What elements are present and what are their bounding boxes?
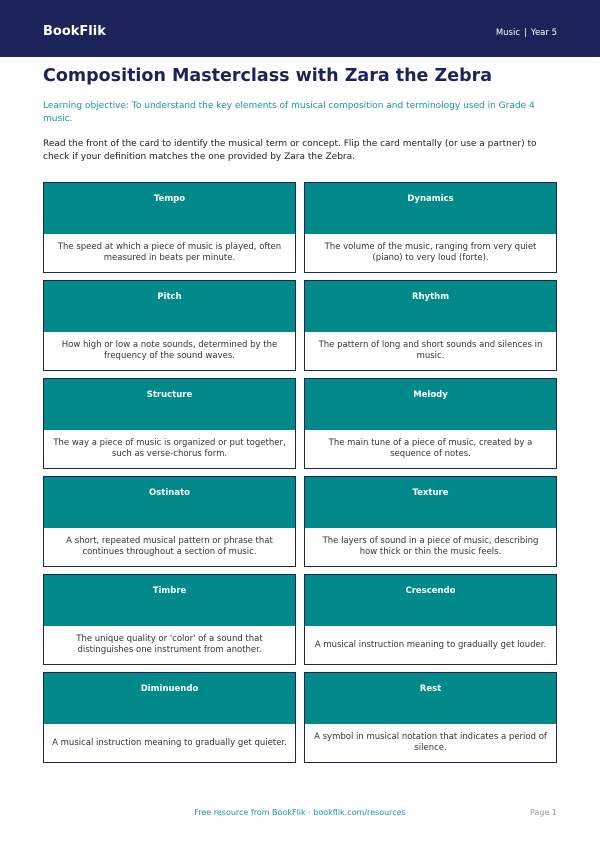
flashcard-definition: The unique quality or 'color' of a sound that distinguishes one instrument from another. (76, 634, 263, 655)
flashcard[interactable] (304, 280, 557, 371)
flashcard-term: Dynamics (305, 183, 556, 234)
flashcard-term: Tempo (44, 183, 295, 234)
top-header-bar (0, 0, 600, 57)
flashcard-definition: The volume of the music, ranging from very quiet (piano) to very loud (forte). (324, 242, 537, 263)
flashcard-term: Melody (305, 379, 556, 430)
page-number: Page 1 (530, 808, 557, 817)
learning-objective: Learning objective: To understand the key elements of musical composition and terminology used in Grade 4 music. (43, 101, 535, 124)
breadcrumb (496, 28, 557, 38)
flashcard-definition: How high or low a note sounds, determined by the frequency of the sound waves. (61, 340, 278, 361)
footer-credit[interactable]: Free resource from BookFlik · bookflik.com/resources (194, 808, 406, 817)
flashcard-definition: A musical instruction meaning to gradually get louder. (314, 639, 547, 650)
flashcard-definition: A symbol in musical notation that indicates a period of silence. (314, 732, 547, 753)
flashcard-definition: The layers of sound in a piece of music, describing how thick or thin the music feels. (322, 536, 539, 557)
flashcard-definition: A short, repeated musical pattern or phrase that continues throughout a section of music. (66, 536, 273, 557)
flashcard-term: Pitch (44, 281, 295, 332)
flashcard[interactable] (304, 672, 557, 763)
breadcrumb-separator: | (524, 28, 527, 38)
flashcard-definition: The speed at which a piece of music is played, often measured in beats per minute. (57, 242, 282, 263)
flashcard-term: Rest (305, 673, 556, 724)
flashcard[interactable] (304, 476, 557, 567)
flashcard-definition: The main tune of a piece of music, created by a sequence of notes. (328, 438, 533, 459)
flashcard[interactable] (43, 672, 296, 763)
flashcard-term: Ostinato (44, 477, 295, 528)
flashcard-definition: A musical instruction meaning to gradually get quieter. (52, 737, 287, 748)
flashcard-definition: The pattern of long and short sounds and silences in music. (318, 340, 543, 361)
breadcrumb-subject[interactable]: Music (495, 28, 521, 38)
flashcard[interactable] (43, 280, 296, 371)
flashcard[interactable] (304, 574, 557, 665)
flashcard-term: Timbre (44, 575, 295, 626)
flashcard-term: Diminuendo (44, 673, 295, 724)
breadcrumb-year[interactable]: Year 5 (530, 28, 557, 38)
flashcard[interactable] (43, 476, 296, 567)
flashcard-definition: The way a piece of music is organized or put together, such as verse-chorus form. (53, 438, 286, 459)
brand-logo-text[interactable]: BookFlik (43, 24, 106, 39)
flashcard-grid (43, 182, 557, 763)
flashcard-term: Crescendo (305, 575, 556, 626)
flashcard[interactable] (304, 378, 557, 469)
flashcard-term: Structure (44, 379, 295, 430)
flashcard-term: Rhythm (305, 281, 556, 332)
flashcard[interactable] (43, 574, 296, 665)
flashcard-term: Texture (305, 477, 556, 528)
flashcard[interactable] (304, 182, 557, 273)
flashcard[interactable] (43, 182, 296, 273)
instructions-text: Read the front of the card to identify the musical term or concept. Flip the card mentally (or use a partner) to check if your definition matches the one provided by Zara the Zebra. (43, 139, 537, 162)
page-title: Composition Masterclass with Zara the Zebra (43, 66, 493, 86)
flashcard[interactable] (43, 378, 296, 469)
